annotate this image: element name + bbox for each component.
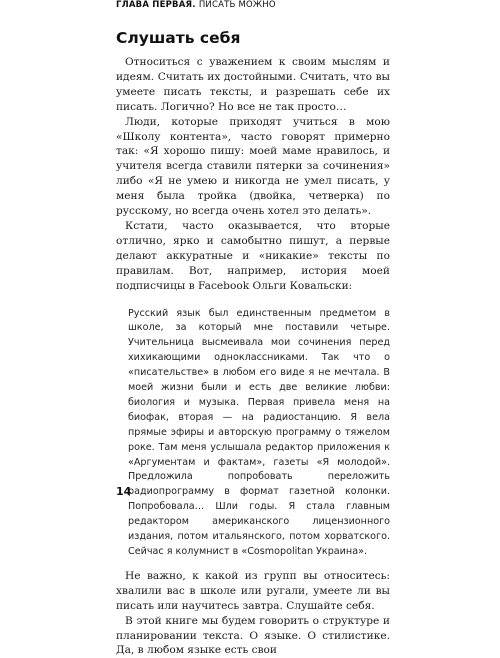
running-head-chapter: ГЛАВА ПЕРВАЯ. (116, 0, 196, 10)
paragraph: Не важно, к какой из групп вы относитесь: хвалили вас в школе или ругали, умеете ли вы писать или научитесь завтра. Слушайте себя. (116, 569, 390, 612)
paragraph: Кстати, часто оказывается, что вторые отлично, ярко и самобытно пишут, а первые делают аккуратные и «никакие» тексты по правилам. Вот, например, история моей подписчицы в Facebook Ольги Ковальски: (116, 219, 390, 292)
page-number: 14 (116, 485, 132, 498)
running-head-subtitle: ПИСАТЬ МОЖНО (198, 0, 276, 10)
block-quote: Русский язык был единственным предметом в школе, за который мне поставили четыре. Учительница высмеивала мои сочинения перед хихикающими одноклассниками. Так что о «писательстве» в любом его виде я не мечтала. В моей жизни были и есть две великие любви: биология и музыка. Первая привела меня на биофак, вторая — на радиостанцию. Я вела прямые эфиры и авторскую программу о тяжелом роке. Там меня услышала редактор приложения к «Аргументам и фактам», газеты «Я молодой». Предложила попробовать переложить радиопрограмму в формат газетной колонки. Попробовала… Шли годы. Я стала главным редактором американского лицензионного издания, потом итальянского, потом хорватского. Сейчас я колумнист в «Cosmopolitan Украина». (128, 307, 390, 557)
running-head (116, 0, 276, 10)
body-text (116, 55, 390, 658)
paragraph: Относиться с уважением к своим мыслям и идеям. Считать их достойными. Считать, что вы умеете писать тексты, и разрешать себе их писать. Логично? Но все не так просто… (116, 56, 390, 113)
section-title: Слушать себя (116, 29, 241, 47)
paragraph: В этой книге мы будем говорить о структуре и планировании текста. О языке. О стилистике. Да, в любом языке есть свои (116, 614, 390, 657)
paragraph: Люди, которые приходят учиться в мою «Школу контента», часто говорят примерно так: «Я хорошо пишу: моей маме нравилось, и учителя всегда ставили пятерки за сочинения» либо «Я не умею и никогда не умел писать, у меня была тройка (двойка, четверка) по русскому, но всегда очень хотел это делать». (116, 115, 390, 218)
